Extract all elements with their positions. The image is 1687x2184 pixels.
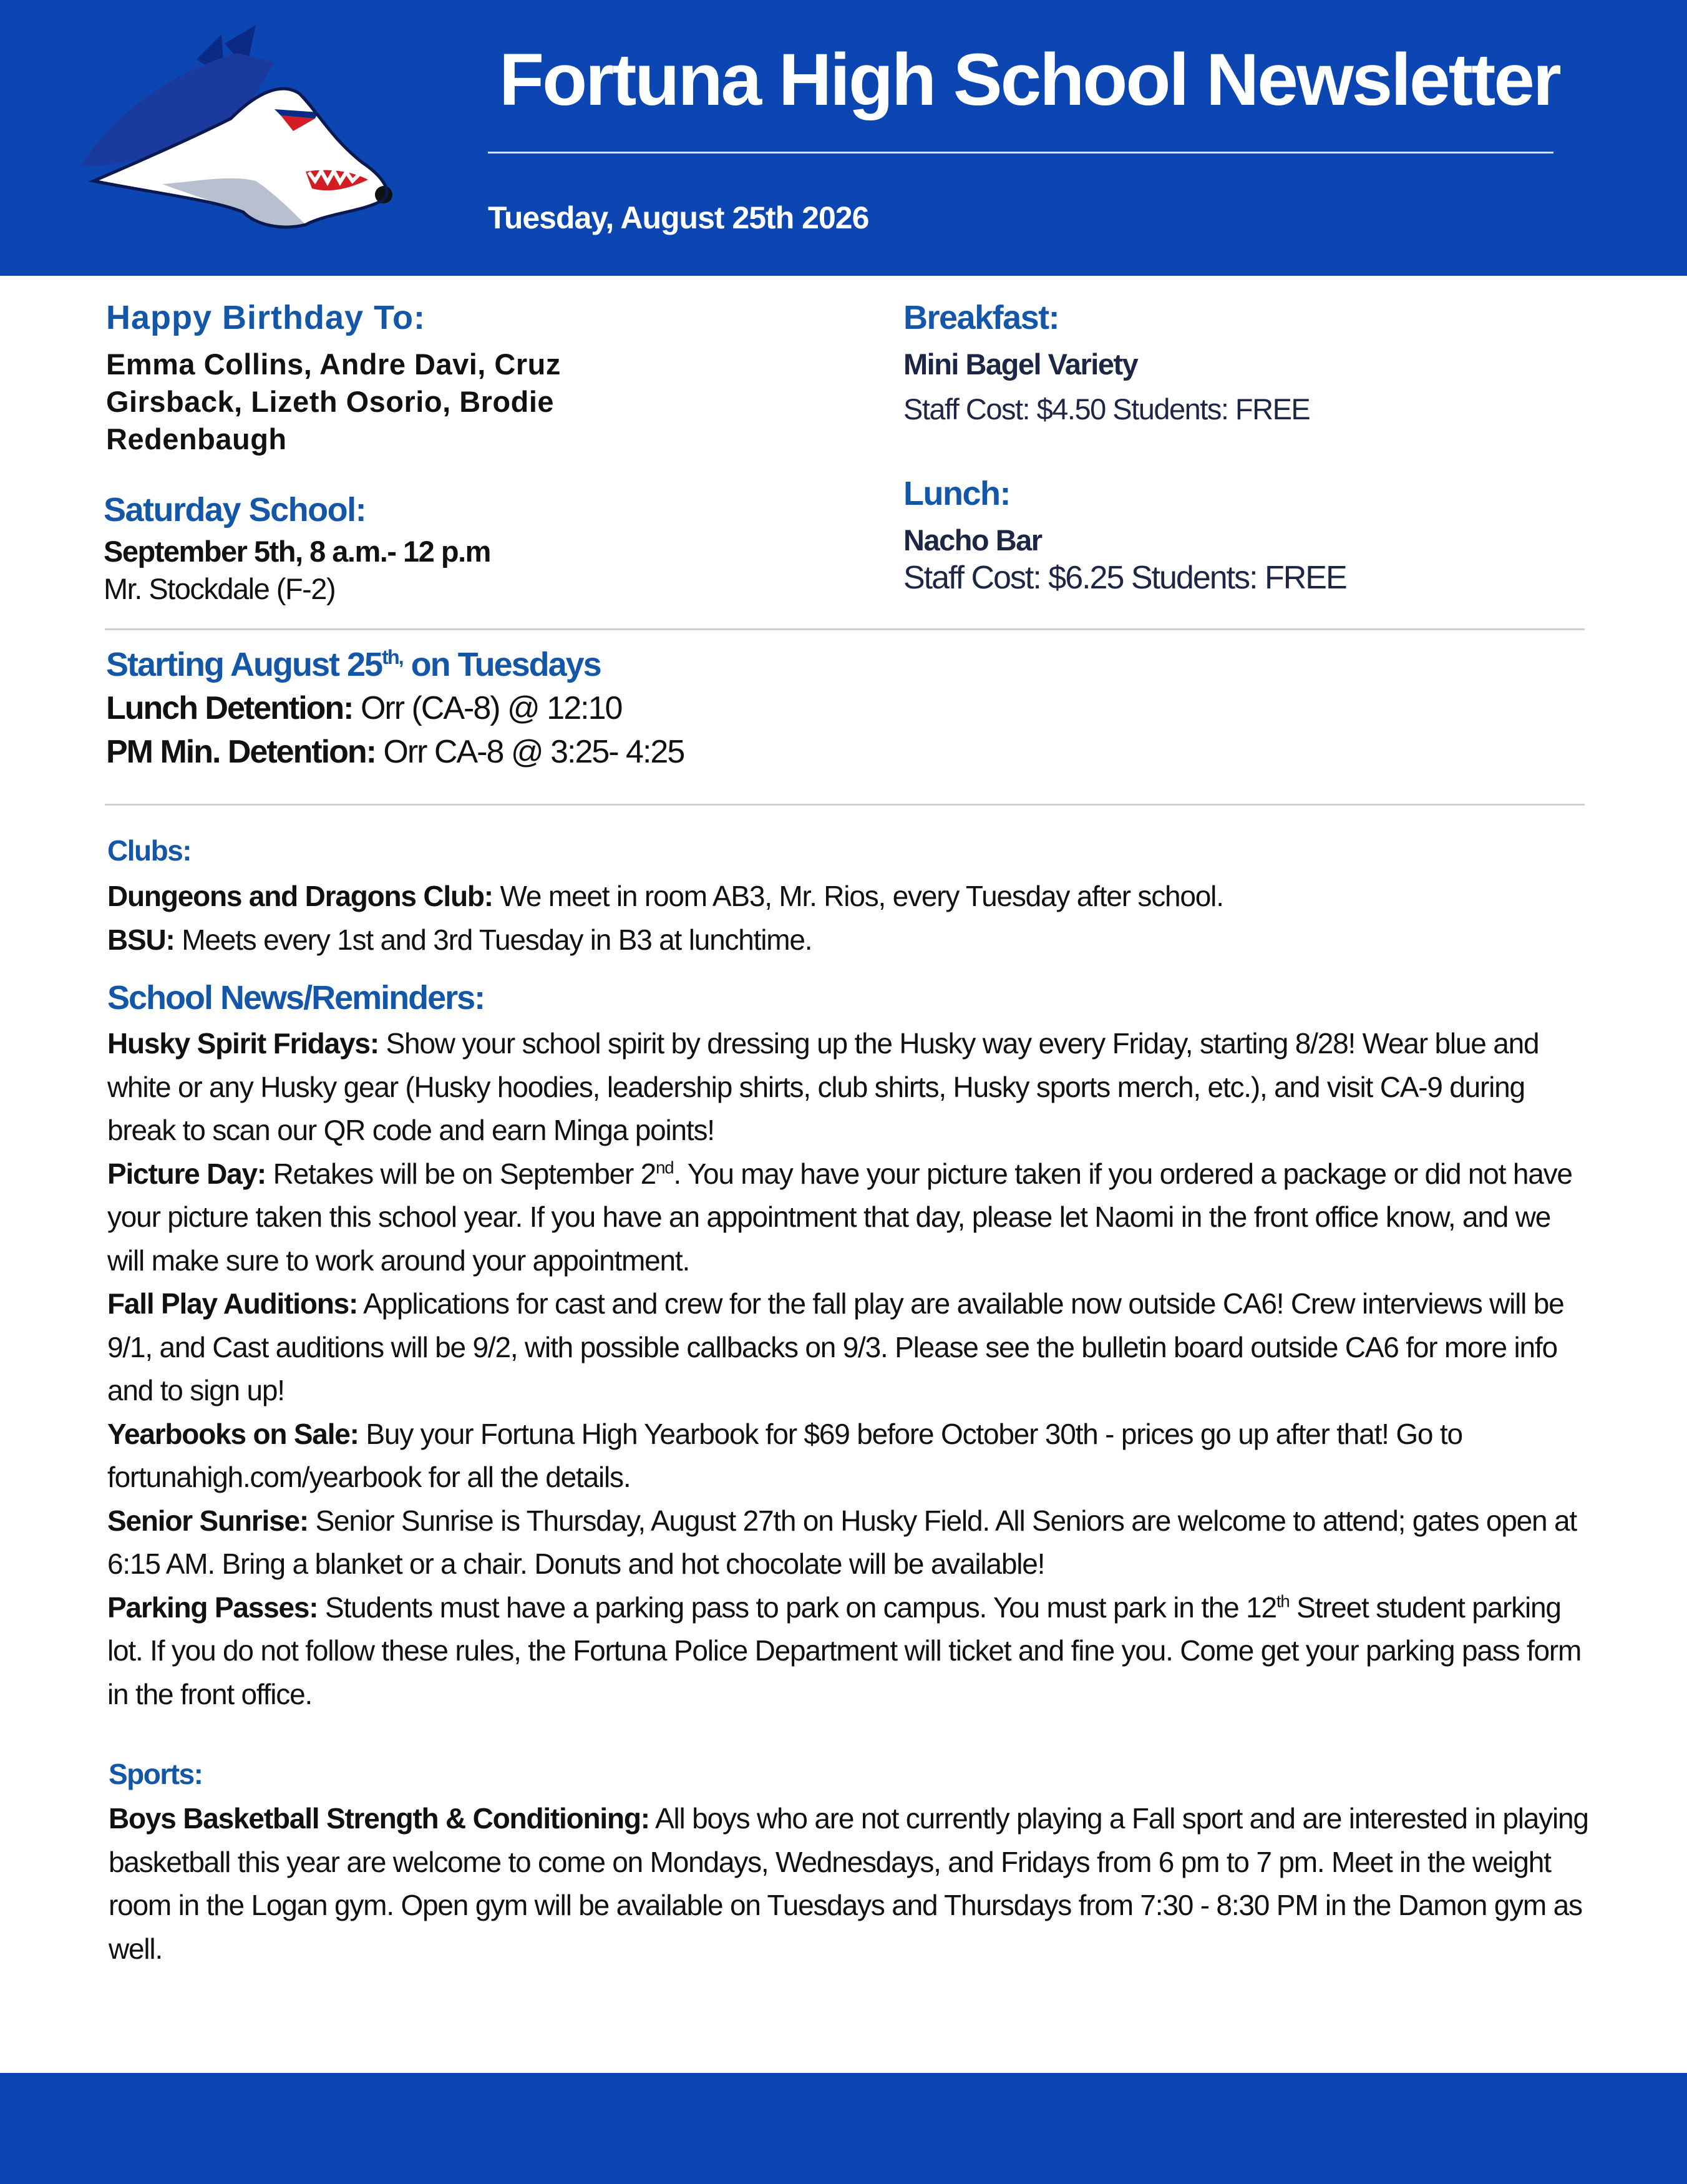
saturday-school-who: Mr. Stockdale (F-2) <box>104 572 336 605</box>
detention-section <box>106 645 1042 774</box>
newsletter-title: Fortuna High School Newsletter <box>499 39 1560 121</box>
sports-section <box>109 1757 1606 1971</box>
lunch-section <box>903 474 1590 597</box>
birthday-section <box>106 298 792 458</box>
saturday-school-section <box>104 490 790 608</box>
club-item-dnd: Dungeons and Dragons Club: We meet in room AB3, Mr. Rios, every Tuesday after school. <box>107 880 1223 912</box>
breakfast-cost: Staff Cost: $4.50 Students: FREE <box>903 392 1310 426</box>
footer-banner <box>0 2073 1687 2184</box>
breakfast-item: Mini Bagel Variety <box>903 348 1138 381</box>
news-item-yearbook: Yearbooks on Sale: Buy your Fortuna High Yearbook for $69 before October 30th - prices go up after that! Go to fortunahigh.com/yearbook for all the details. <box>107 1417 1462 1493</box>
clubs-section <box>107 834 1605 962</box>
club-item-bsu: BSU: Meets every 1st and 3rd Tuesday in B3 at lunchtime. <box>107 923 812 956</box>
lunch-cost: Staff Cost: $6.25 Students: FREE <box>903 560 1346 596</box>
breakfast-section <box>903 298 1590 428</box>
news-item-senior-sunrise: Senior Sunrise: Senior Sunrise is Thursday, August 27th on Husky Field. All Seniors are welcome to attend; gates open at 6:15 AM. Bring a blanket or a chair. Donuts and hot chocolate will be available! <box>107 1504 1577 1580</box>
birthday-names-line-3: Redenbaugh <box>106 422 287 456</box>
news-item-parking: Parking Passes: Students must have a parking pass to park on campus. You must park in the 12th Street student parking lot. If you do not follow these rules, the Fortuna Police Department will ticket and fine you. Come get your parking pass form in the front office. <box>107 1591 1582 1710</box>
detention-heading: Starting August $25^{th,}$ on Tuesdays <box>106 646 601 683</box>
lunch-detention-line: Lunch Detention: Orr (CA-8) @ 12:10 <box>106 690 622 726</box>
title-divider <box>488 152 1553 154</box>
clubs-heading: Clubs: <box>107 834 192 867</box>
saturday-school-when: September 5th, 8 a.m.- 12 p.m <box>104 535 490 568</box>
sports-heading: Sports: <box>109 1758 203 1790</box>
newsletter-date: Tuesday, August 25th 2026 <box>488 200 869 235</box>
lunch-heading: Lunch: <box>903 475 1010 512</box>
lunch-item: Nacho Bar <box>903 524 1042 557</box>
section-divider-1 <box>105 628 1585 630</box>
school-news-heading: School News/Reminders: <box>107 979 485 1016</box>
header-banner <box>0 0 1687 276</box>
news-item-fall-play: Fall Play Auditions: Applications for cast and crew for the fall play are available now outside CA6! Crew interviews will be 9/1, and Cast auditions will be 9/2, with possible callbacks on 9/3. Please see the bulletin board outside CA6 for more info and to sign up! <box>107 1287 1564 1406</box>
news-item-picture-day: Picture Day: Retakes will be on September 2nd. You may have your picture taken if you ordered a package or did not have your picture taken this school year. If you have an appointment that day, please let Naomi in the front office know, and we will make sure to work around your appointment. <box>107 1157 1572 1277</box>
saturday-school-heading: Saturday School: <box>104 491 366 529</box>
birthday-names-line-1: Emma Collins, Andre Davi, Cruz <box>106 348 561 381</box>
school-news-section <box>107 978 1592 1716</box>
pm-detention-line: PM Min. Detention: Orr CA-8 @ 3:25- 4:25 <box>106 734 684 770</box>
birthday-heading: Happy Birthday To: <box>106 299 426 336</box>
birthday-names-line-2: Girsback, Lizeth Osorio, Brodie <box>106 385 555 418</box>
husky-mascot-icon <box>69 25 393 231</box>
news-item-husky-spirit: Husky Spirit Fridays: Show your school spirit by dressing up the Husky way every Friday, starting 8/28! Wear blue and white or any Husky gear (Husky hoodies, leadership shirts, club shirts, Husky sports merch, etc.), and visit CA-9 during break to scan our QR code and earn Minga points! <box>107 1027 1539 1146</box>
section-divider-2 <box>105 804 1585 806</box>
sports-item-basketball: Boys Basketball Strength & Conditioning: All boys who are not currently playing a Fall sport and are interested in playing basketball this year are welcome to come on Mondays, Wednesdays, and Fridays from 6 pm to 7 pm. Meet in the weight room in the Logan gym. Open gym will be available on Tuesdays and Thursdays from 7:30 - 8:30 PM in the Damon gym as well. <box>109 1802 1588 1965</box>
breakfast-heading: Breakfast: <box>903 299 1059 336</box>
